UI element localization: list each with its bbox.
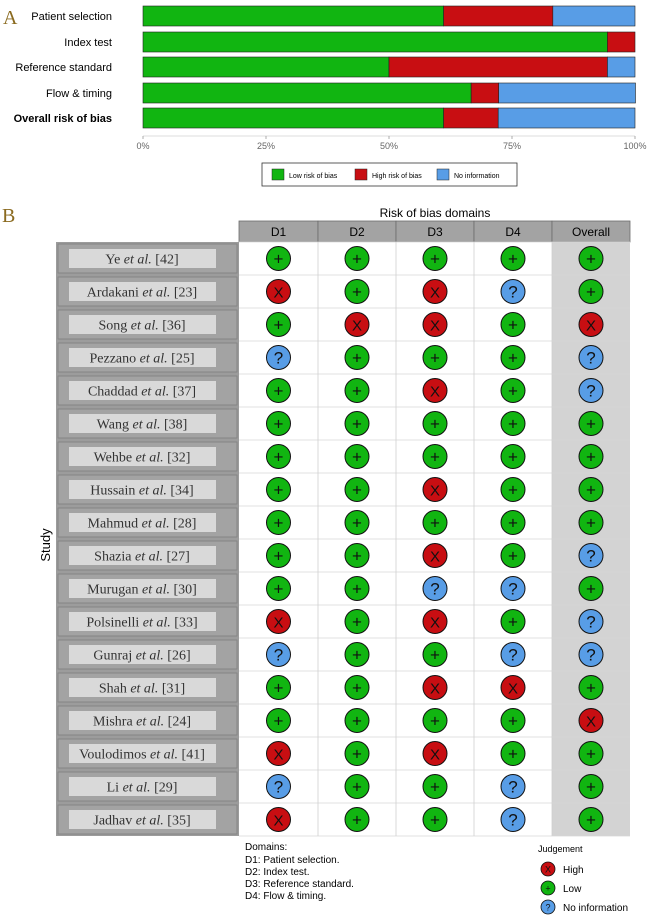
x-tick-label: 25% (256, 141, 276, 151)
bar-segment (143, 108, 444, 128)
judgement-symbol: ? (586, 612, 596, 632)
judgement-symbol: + (586, 282, 596, 302)
judgement-symbol: + (352, 810, 362, 830)
judgement-symbol: + (430, 348, 440, 368)
judgement-symbol: X (429, 284, 441, 302)
judgement-symbol: X (585, 317, 597, 335)
judgement-symbol: + (273, 414, 284, 434)
study-label: Chaddad et al. [37] (87, 384, 197, 400)
study-label: Murugan et al. [30] (87, 582, 197, 598)
judgement-legend-label: High (563, 865, 584, 876)
judgement-symbol: X (429, 317, 441, 335)
domain-definition: D2: Index test. (245, 867, 310, 878)
x-tick-label: 50% (379, 141, 399, 151)
judgement-symbol: ? (508, 579, 518, 599)
study-label: Li et al. [29] (106, 780, 178, 796)
judgement-symbol: + (508, 513, 518, 533)
judgement-symbol: + (430, 249, 440, 269)
judgement-symbol: X (585, 713, 597, 731)
judgement-symbol: + (508, 249, 518, 269)
judgement-symbol: ? (586, 645, 596, 665)
judgement-symbol: + (430, 447, 440, 467)
judgement-symbol: X (429, 746, 441, 764)
judgement-symbol: + (586, 777, 596, 797)
judgement-legend-label: No information (563, 903, 629, 914)
column-header-label: Overall (571, 225, 611, 239)
study-label: Polsinelli et al. [33] (86, 615, 198, 631)
judgement-symbol: + (273, 579, 284, 599)
judgement-symbol: + (273, 480, 284, 500)
judgement-symbol: + (273, 315, 284, 335)
bar-segment (444, 6, 553, 26)
x-tick-label: 100% (623, 141, 647, 151)
judgement-symbol: + (273, 711, 284, 731)
judgement-legend-glyph: + (545, 883, 551, 894)
judgement-symbol: + (352, 579, 362, 599)
judgement-symbol: + (586, 513, 596, 533)
judgement-symbol: + (273, 513, 284, 533)
judgement-symbol: + (352, 744, 362, 764)
x-tick-label: 0% (136, 141, 150, 151)
category-label: Overall risk of bias (13, 113, 112, 125)
judgement-symbol: ? (586, 381, 596, 401)
bar-segment (471, 83, 499, 103)
bar-segment (143, 32, 607, 52)
legend-label: Low risk of bias (289, 173, 338, 180)
study-label: Gunraj et al. [26] (93, 648, 191, 664)
judgement-symbol: + (352, 447, 362, 467)
study-label: Wang et al. [38] (96, 417, 188, 433)
category-label: Patient selection (31, 11, 112, 23)
judgement-symbol: + (586, 744, 596, 764)
judgement-symbol: ? (273, 348, 284, 368)
judgement-symbol: ? (586, 348, 596, 368)
judgement-symbol: + (430, 810, 440, 830)
judgement-symbol: + (352, 645, 362, 665)
panel-label-b: B (2, 205, 16, 227)
study-label: Jadhav et al. [35] (93, 813, 191, 829)
judgement-symbol: X (273, 614, 284, 632)
domain-definition: D3: Reference standard. (245, 879, 354, 890)
judgement-symbol: + (352, 480, 362, 500)
judgement-symbol: ? (430, 579, 440, 599)
judgement-symbol: + (430, 513, 440, 533)
judgement-symbol: + (352, 282, 362, 302)
legend-label: High risk of bias (372, 173, 422, 180)
domain-definition: D4: Flow & timing. (245, 891, 327, 902)
judgement-symbol: + (508, 348, 518, 368)
judgement-symbol: + (273, 447, 284, 467)
domains-key (245, 842, 354, 902)
study-label: Mahmud et al. [28] (87, 516, 197, 532)
judgement-symbol: + (352, 546, 362, 566)
legend-label: No information (454, 173, 500, 180)
legend-swatch (437, 169, 449, 180)
judgement-symbol: + (273, 678, 284, 698)
bar-segment (389, 57, 607, 77)
judgement-symbol: + (508, 711, 518, 731)
legend-a (262, 163, 517, 186)
judgement-symbol: ? (586, 546, 596, 566)
judgement-symbol: + (508, 480, 518, 500)
domains-title: Domains: (245, 842, 288, 853)
judgement-symbol: + (430, 777, 440, 797)
category-label: Reference standard (15, 62, 112, 74)
bar-chart-a (14, 6, 647, 186)
traffic-light-table-b (38, 206, 630, 914)
judgement-symbol: + (352, 513, 362, 533)
category-label: Index test (64, 37, 112, 49)
column-header-label: D1 (270, 225, 287, 239)
judgement-symbol: + (352, 414, 362, 434)
judgement-symbol: ? (508, 282, 518, 302)
judgement-symbol: + (508, 546, 518, 566)
judgement-symbol: + (352, 381, 362, 401)
judgement-symbol: X (273, 284, 284, 302)
judgement-symbol: + (508, 744, 518, 764)
bar-segment (444, 108, 499, 128)
judgement-symbol: + (352, 348, 362, 368)
study-label: Shah et al. [31] (98, 681, 186, 697)
judgement-symbol: X (429, 614, 441, 632)
judgement-symbol: + (586, 414, 596, 434)
domain-definition: D1: Patient selection. (245, 855, 340, 866)
judgement-symbol: + (273, 381, 284, 401)
judgement-symbol: + (352, 711, 362, 731)
judgement-legend-glyph: ? (545, 902, 551, 913)
judgement-symbol: + (508, 414, 518, 434)
study-label: Hussain et al. [34] (90, 483, 194, 499)
judgement-symbol: + (273, 546, 284, 566)
row-axis-label: Study (38, 528, 53, 562)
study-label: Song et al. [36] (98, 318, 186, 334)
judgement-symbol: + (586, 810, 596, 830)
bar-segment (553, 6, 635, 26)
judgement-symbol: + (586, 447, 596, 467)
legend-swatch (272, 169, 284, 180)
judgement-symbol: X (429, 680, 441, 698)
bar-segment (143, 57, 389, 77)
bar-segment (607, 32, 635, 52)
bar-segment (499, 83, 636, 103)
study-label: Shazia et al. [27] (94, 549, 190, 565)
column-header-label: D3 (427, 225, 443, 239)
judgement-symbol: + (586, 249, 596, 269)
study-label: Ye et al. [42] (105, 252, 179, 268)
bar-segment (607, 57, 635, 77)
x-tick-label: 75% (502, 141, 522, 151)
judgement-symbol: ? (273, 777, 284, 797)
study-label: Voulodimos et al. [41] (79, 747, 205, 763)
judgement-symbol: X (429, 383, 441, 401)
judgement-symbol: + (508, 612, 518, 632)
column-header-label: D4 (505, 225, 521, 239)
judgement-symbol: ? (273, 645, 284, 665)
study-label: Ardakani et al. [23] (86, 285, 198, 301)
judgement-symbol: + (508, 447, 518, 467)
judgement-symbol: + (430, 711, 440, 731)
judgement-symbol: X (429, 548, 441, 566)
study-label: Wehbe et al. [32] (93, 450, 191, 466)
judgement-symbol: ? (508, 645, 518, 665)
judgement-legend (538, 844, 628, 914)
judgement-legend-label: Low (563, 884, 582, 895)
study-label: Mishra et al. [24] (93, 714, 191, 730)
judgement-symbol: X (273, 812, 284, 830)
legend-swatch (355, 169, 367, 180)
bar-segment (498, 108, 635, 128)
judgement-symbol: + (586, 579, 596, 599)
judgement-legend-title: Judgement (538, 844, 583, 854)
judgement-symbol: X (507, 680, 519, 698)
panel-label-a: A (3, 7, 18, 29)
judgement-symbol: + (430, 414, 440, 434)
judgement-symbol: X (351, 317, 363, 335)
judgement-symbol: ? (508, 777, 518, 797)
judgement-symbol: + (273, 249, 284, 269)
category-label: Flow & timing (45, 88, 112, 100)
judgement-symbol: X (429, 482, 441, 500)
judgement-symbol: ? (508, 810, 518, 830)
judgement-symbol: + (586, 480, 596, 500)
judgement-symbol: + (586, 678, 596, 698)
judgement-symbol: + (352, 678, 362, 698)
judgement-symbol: + (430, 645, 440, 665)
judgement-symbol: X (273, 746, 284, 764)
table-title: Risk of bias domains (379, 206, 491, 220)
judgement-symbol: + (352, 777, 362, 797)
column-header-label: D2 (349, 225, 365, 239)
bar-segment (143, 6, 444, 26)
judgement-symbol: + (352, 249, 362, 269)
judgement-symbol: + (508, 381, 518, 401)
bar-segment (143, 83, 471, 103)
study-label: Pezzano et al. [25] (89, 351, 195, 367)
judgement-legend-glyph: X (544, 864, 552, 875)
judgement-symbol: + (352, 612, 362, 632)
judgement-symbol: + (508, 315, 518, 335)
